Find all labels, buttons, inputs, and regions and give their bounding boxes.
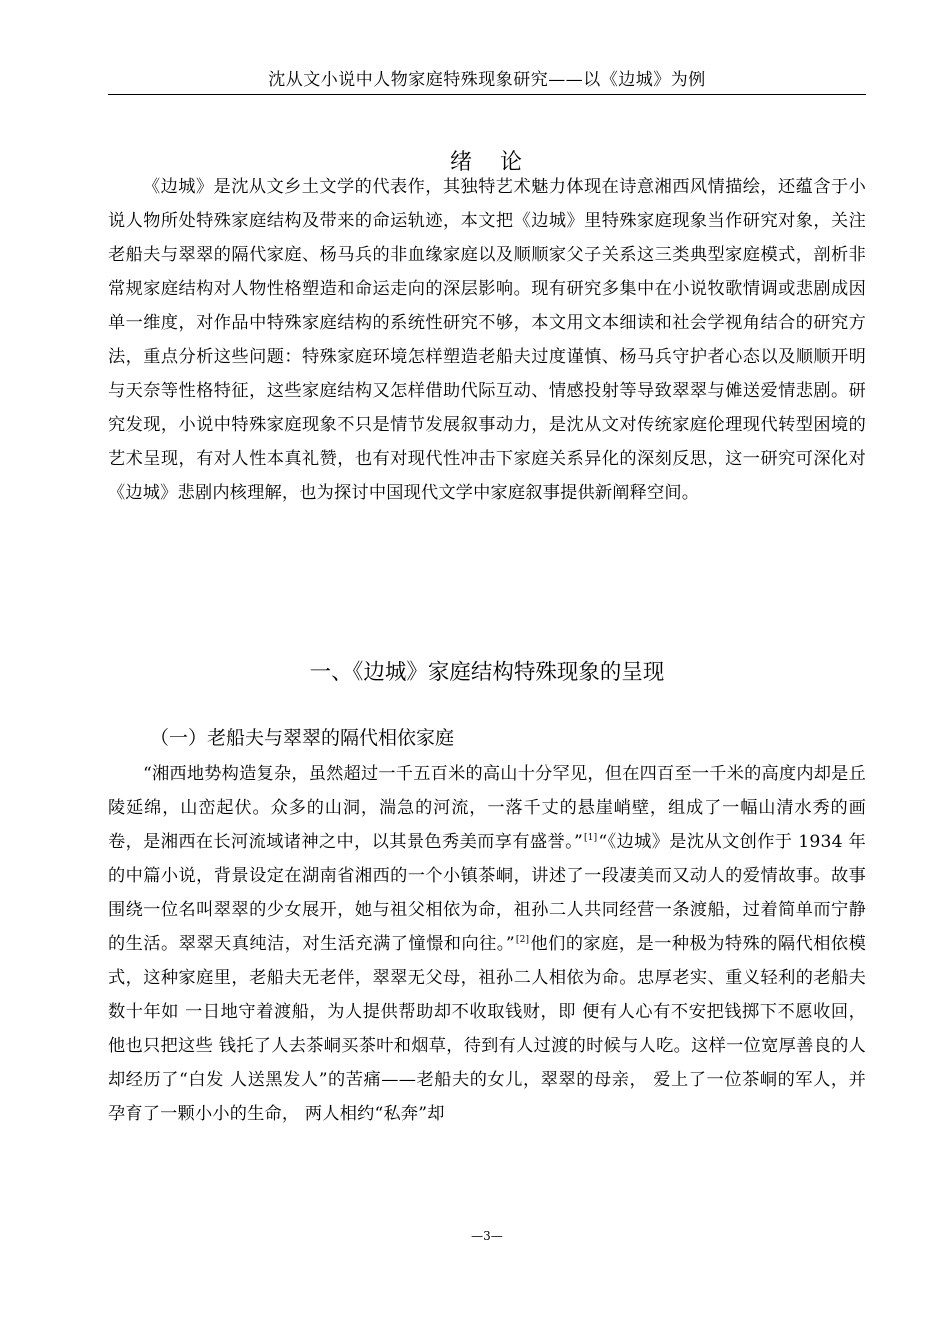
page-title-char-1: 绪 bbox=[449, 150, 474, 175]
section-heading: 一、《边城》家庭结构特殊现象的呈现 bbox=[309, 660, 665, 685]
citation-1: [1] bbox=[584, 833, 598, 843]
quote-1-text: “湘西地势构造复杂，虽然超过一千五百米的高山十分罕见，但在四百至一千米的高度内却是丘陵延绵，山峦起伏。众多的山洞，湍急的河流，一落千丈的悬崖峭壁，组成了一幅山清水秀的画卷，是湘西在长河流域诸神之中，以其景色秀美而享有盛誉。” bbox=[108, 764, 866, 852]
running-header: 沈从文小说中人物家庭特殊现象研究——以《边城》为例 bbox=[268, 70, 706, 90]
citation-2: [2] bbox=[515, 935, 530, 945]
quote-2-text: “《边城》是沈从文创作于 1934 年的中篇小说，背景设定在湖南省湘西的一个小镇茶峒，讲述了一段凄美而又动人的爱情故事。故事围绕一位名叫翠翠的少女展开，她与祖父相依为命，祖孙二人共同经营一条渡船，过着简单而宁静的生活。翠翠天真纯洁，对生活充满了憧憬和向往。” bbox=[108, 832, 867, 954]
page-number: —3— bbox=[471, 1229, 503, 1243]
subsection-heading: （一）老船夫与翠翠的隔代相依家庭 bbox=[150, 727, 455, 749]
body-paragraph bbox=[108, 757, 866, 1131]
header-divider bbox=[108, 94, 866, 95]
body-text-continuation: 他们的家庭，是一种极为特殊的隔代相依模式，这种家庭里，老船夫无老伴，翠翠无父母，祖孙二人相依为命。忠厚老实、重义轻利的老船夫数十年如 一日地守着渡船，为人提供帮助却不收取钱财，即 便有人心有不安把钱掷下不愿收回，他也只把这些 钱托了人去茶峒买茶叶和烟草，待到有人过渡的时候与人吃。这样一位宽厚善良的人却经历了“白发 人送黑发人”的苦痛——老船夫的女儿，翠翠的母亲， 爱上了一位茶峒的军人，并孕育了一颗小小的生命， 两人相约“私奔”却 bbox=[108, 934, 866, 1124]
page-title-char-2: 论 bbox=[500, 150, 525, 175]
intro-paragraph: 《边城》是沈从文乡土文学的代表作，其独特艺术魅力体现在诗意湘西风情描绘，还蕴含于小说人物所处特殊家庭结构及带来的命运轨迹，本文把《边城》里特殊家庭现象当作研究对象，关注老船夫与翠翠的隔代家庭、杨马兵的非血缘家庭以及顺顺家父子关系这三类典型家庭模式，剖析非常规家庭结构对人物性格塑造和命运走向的深层影响。现有研究多集中在小说牧歌情调或悲剧成因单一维度，对作品中特殊家庭结构的系统性研究不够，本文用文本细读和社会学视角结合的研究方法，重点分析这些问题：特殊家庭环境怎样塑造老船夫过度谨慎、杨马兵守护者心态以及顺顺开明与天奈等性格特征，这些家庭结构又怎样借助代际互动、情感投射等导致翠翠与傩送爱情悲剧。研究发现，小说中特殊家庭现象不只是情节发展叙事动力，是沈从文对传统家庭伦理现代转型困境的艺术呈现，有对人性本真礼赞，也有对现代性冲击下家庭关系异化的深刻反思，这一研究可深化对《边城》悲剧内核理解，也为探讨中国现代文学中家庭叙事提供新阐释空间。 bbox=[108, 177, 866, 503]
